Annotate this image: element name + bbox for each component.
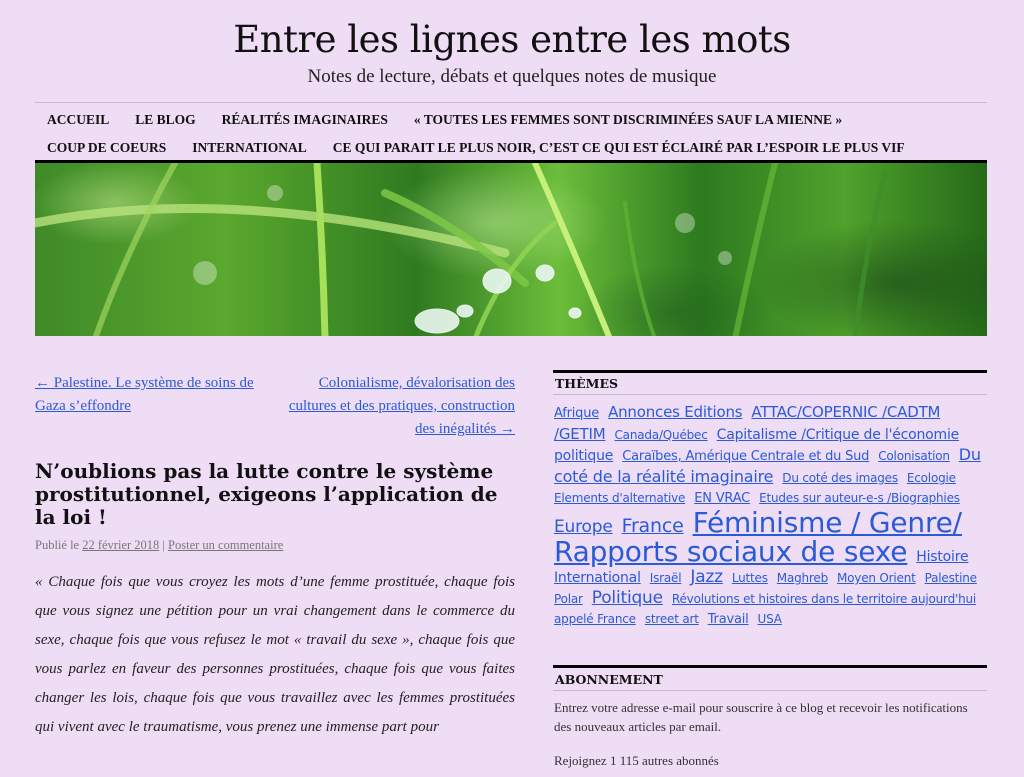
- subscriber-count: Rejoignez 1 115 autres abonnés: [554, 753, 719, 768]
- previous-post-link[interactable]: ← Palestine. Le système de soins de Gaza s’effondre: [35, 375, 254, 414]
- tag-link[interactable]: Féminisme / Genre/ Rapports sociaux de sexe: [554, 506, 962, 568]
- tag-link[interactable]: Palestine: [924, 571, 977, 585]
- grass-dew-illustration: [35, 163, 987, 336]
- themes-title-divider: [553, 394, 987, 395]
- tag-link[interactable]: Ecologie: [906, 471, 956, 485]
- tag-link[interactable]: street art: [644, 612, 699, 626]
- tag-link[interactable]: Capitalisme /Critique de l'économie politique: [554, 427, 960, 464]
- tag-link[interactable]: Elements d'alternative: [554, 491, 686, 505]
- tag-link[interactable]: Du coté de la réalité imaginaire: [554, 445, 981, 486]
- post-date-link[interactable]: 22 février 2018: [82, 538, 160, 552]
- tag-cloud: [554, 402, 988, 630]
- tag-link[interactable]: Colonisation: [878, 449, 950, 463]
- subscribe-widget-title: ABONNEMENT: [555, 672, 663, 687]
- tag-link[interactable]: Jazz: [690, 567, 723, 587]
- tag-link[interactable]: Canada/Québec: [614, 428, 708, 442]
- tag-link[interactable]: International: [554, 570, 641, 586]
- site-title[interactable]: Entre les lignes entre les mots: [233, 18, 791, 61]
- tag-link[interactable]: ATTAC/COPERNIC /CADTM /GETIM: [554, 403, 941, 443]
- nav-row-1: [35, 106, 856, 134]
- subscribe-description: Entrez votre adresse e-mail pour souscrire à ce blog et recevoir les notifications des nouveaux articles par email.: [554, 700, 968, 734]
- tag-link[interactable]: Europe: [554, 517, 613, 537]
- post-meta-prefix: Publié le: [35, 538, 80, 552]
- nav-item-realites-imaginaires[interactable]: RÉALITÉS IMAGINAIRES: [221, 112, 388, 127]
- tag-link[interactable]: Du coté des images: [782, 471, 898, 485]
- nav-item-le-blog[interactable]: LE BLOG: [135, 112, 196, 127]
- tag-link[interactable]: Maghreb: [776, 571, 828, 585]
- tag-link[interactable]: Annonces Editions: [608, 403, 743, 421]
- nav-item-ce-qui-parait[interactable]: CE QUI PARAIT LE PLUS NOIR, C’EST CE QUI EST ÉCLAIRÉ PAR L’ESPOIR LE PLUS VIF: [332, 140, 905, 155]
- nav-item-toutes-les-femmes[interactable]: « TOUTES LES FEMMES SONT DISCRIMINÉES SAUF LA MIENNE »: [413, 112, 843, 127]
- tag-link[interactable]: Révolutions et histoires dans le territoire aujourd'hui appelé France: [554, 592, 977, 626]
- tag-link[interactable]: Politique: [591, 588, 663, 608]
- main-navigation: [35, 102, 987, 161]
- nav-row-2: [35, 134, 919, 162]
- tag-link[interactable]: Polar: [554, 592, 583, 606]
- nav-item-accueil[interactable]: ACCUEIL: [47, 112, 110, 127]
- tag-link[interactable]: USA: [757, 612, 782, 626]
- next-post-link[interactable]: Colonialisme, dévalorisation des cultures et des pratiques, construction des inégalités →: [288, 375, 515, 437]
- themes-widget-title: THÈMES: [555, 376, 619, 391]
- subscribe-widget-rule: [553, 665, 987, 668]
- subscribe-title-divider: [553, 690, 987, 691]
- nav-item-coup-de-coeurs[interactable]: COUP DE COEURS: [47, 140, 167, 155]
- header-banner-image: [35, 160, 987, 336]
- tag-link[interactable]: Luttes: [731, 571, 768, 585]
- tag-link[interactable]: Moyen Orient: [837, 571, 916, 585]
- tag-link[interactable]: Travail: [707, 612, 749, 627]
- post-comment-link[interactable]: Poster un commentaire: [168, 538, 284, 552]
- post-title: N’oublions pas la lutte contre le système prostitutionnel, exigeons l’application de la loi !: [35, 459, 498, 529]
- post-meta-separator: |: [162, 538, 165, 552]
- themes-widget-rule: [553, 370, 987, 373]
- tag-link[interactable]: Caraïbes, Amérique Centrale et du Sud: [622, 449, 870, 464]
- tag-link[interactable]: Histoire: [916, 549, 969, 565]
- post-meta: [35, 538, 515, 553]
- tag-link[interactable]: France: [621, 515, 684, 537]
- tag-link[interactable]: Afrique: [554, 406, 600, 421]
- tag-link[interactable]: EN VRAC: [694, 491, 751, 506]
- tag-link[interactable]: Etudes sur auteur-e-s /Biographies: [759, 491, 960, 505]
- site-description: Notes de lecture, débats et quelques notes de musique: [307, 66, 717, 87]
- nav-item-international[interactable]: INTERNATIONAL: [192, 140, 307, 155]
- tag-link[interactable]: Israël: [649, 571, 682, 585]
- post-excerpt: « Chaque fois que vous croyez les mots d’une femme prostituée, chaque fois que vous signez une pétition pour un vrai changement dans le commerce du sexe, chaque fois que vous refusez le mot « travail du sexe », chaque fois que vous parlez en faveur des personnes prostituées, chaque fois que vous faites changer les lois, chaque fois que vous travaillez avec les femmes prostituées qui vivent avec le traumatisme, vous prenez une immense part pour: [35, 574, 515, 735]
